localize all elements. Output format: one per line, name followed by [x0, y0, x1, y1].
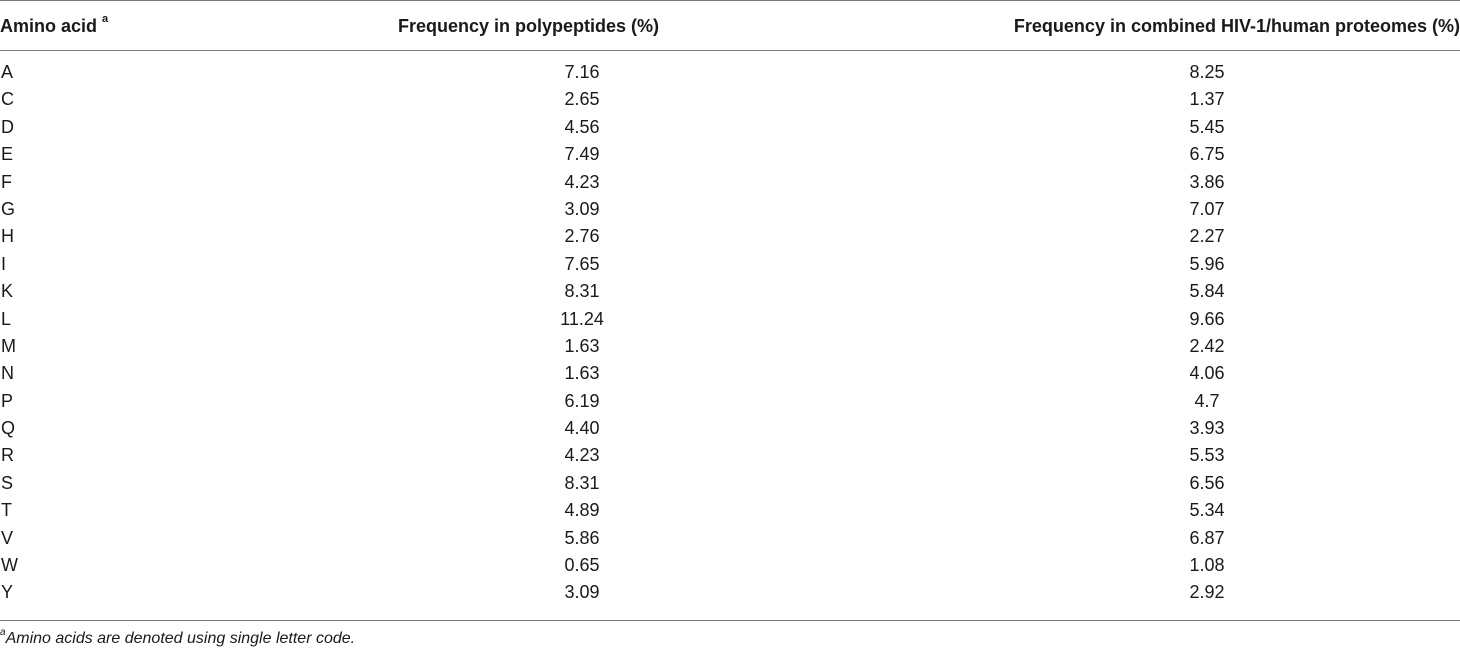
cell-freq-proteomes: 8.25 — [1189, 62, 1225, 82]
footnote-text: Amino acids are denoted using single letter code. — [5, 630, 356, 647]
cell-freq-proteomes: 5.96 — [1189, 253, 1225, 274]
cell-freq-proteomes: 2.27 — [1189, 226, 1225, 247]
table-row — [0, 171, 1460, 198]
cell-freq-polypeptides: 3.09 — [564, 198, 600, 219]
header-footnote-marker: a — [102, 13, 109, 25]
cell-amino-acid: A — [1, 62, 14, 82]
cell-freq-proteomes: 4.06 — [1189, 363, 1225, 384]
cell-amino-acid: R — [1, 445, 14, 466]
cell-freq-polypeptides: 8.31 — [564, 472, 600, 493]
cell-freq-proteomes: 4.7 — [1194, 390, 1220, 411]
cell-amino-acid: K — [1, 281, 14, 302]
header-amino-acid-label: Amino acid — [0, 16, 98, 36]
cell-amino-acid: D — [1, 116, 14, 137]
cell-amino-acid: E — [1, 144, 14, 165]
table-row — [0, 225, 1460, 252]
cell-freq-polypeptides: 4.89 — [564, 500, 600, 521]
cell-amino-acid: N — [1, 363, 14, 384]
header-freq-proteomes: Frequency in combined HIV-1/human proteomes (%) — [1013, 16, 1460, 36]
cell-amino-acid: S — [1, 472, 14, 493]
table-row — [0, 308, 1460, 335]
table-header-row — [0, 0, 1460, 50]
cell-freq-proteomes: 7.07 — [1189, 198, 1225, 219]
table-row — [0, 253, 1460, 280]
table-row — [0, 581, 1460, 608]
cell-freq-proteomes: 5.45 — [1189, 116, 1225, 137]
cell-freq-polypeptides: 2.65 — [564, 89, 600, 110]
cell-amino-acid: T — [1, 500, 12, 521]
cell-amino-acid: L — [1, 308, 12, 329]
table-body — [0, 61, 1460, 609]
cell-freq-proteomes: 5.84 — [1189, 281, 1225, 302]
table-row — [0, 362, 1460, 389]
table-row — [0, 527, 1460, 554]
table-row — [0, 472, 1460, 499]
cell-freq-polypeptides: 4.56 — [564, 116, 600, 137]
cell-freq-polypeptides: 3.09 — [564, 582, 600, 603]
table-row — [0, 390, 1460, 417]
cell-freq-polypeptides: 8.31 — [564, 281, 600, 302]
cell-freq-polypeptides: 11.24 — [560, 308, 604, 329]
table-row — [0, 280, 1460, 307]
table-row — [0, 116, 1460, 143]
cell-freq-proteomes: 2.42 — [1189, 335, 1225, 356]
cell-amino-acid: V — [1, 527, 14, 548]
cell-freq-polypeptides: 5.86 — [564, 527, 600, 548]
table-row — [0, 554, 1460, 581]
footnote-marker: a — [0, 626, 6, 638]
cell-freq-proteomes: 5.53 — [1189, 445, 1225, 466]
cell-freq-polypeptides: 1.63 — [564, 335, 600, 356]
table-row — [0, 444, 1460, 471]
cell-freq-proteomes: 6.87 — [1189, 527, 1225, 548]
cell-freq-proteomes: 2.92 — [1189, 582, 1225, 603]
cell-freq-proteomes: 1.37 — [1189, 89, 1225, 110]
table-row — [0, 143, 1460, 170]
cell-freq-proteomes: 5.34 — [1189, 500, 1225, 521]
cell-freq-polypeptides: 4.40 — [564, 418, 600, 439]
cell-freq-proteomes: 6.75 — [1189, 144, 1225, 165]
cell-amino-acid: G — [1, 198, 16, 219]
cell-freq-proteomes: 1.08 — [1189, 555, 1225, 576]
cell-amino-acid: I — [1, 253, 7, 274]
cell-freq-polypeptides: 7.49 — [564, 144, 600, 165]
cell-amino-acid: C — [1, 89, 14, 110]
cell-freq-proteomes: 3.86 — [1189, 171, 1225, 192]
table-row — [0, 198, 1460, 225]
table-row — [0, 61, 1460, 88]
cell-freq-polypeptides: 7.16 — [564, 62, 600, 82]
cell-amino-acid: F — [1, 171, 12, 192]
cell-freq-proteomes: 3.93 — [1189, 418, 1225, 439]
cell-freq-polypeptides: 4.23 — [564, 171, 600, 192]
cell-freq-polypeptides: 4.23 — [564, 445, 600, 466]
cell-freq-proteomes: 9.66 — [1189, 308, 1225, 329]
cell-amino-acid: H — [1, 226, 14, 247]
cell-freq-proteomes: 6.56 — [1189, 472, 1225, 493]
cell-freq-polypeptides: 7.65 — [564, 253, 600, 274]
cell-freq-polypeptides: 2.76 — [564, 226, 600, 247]
cell-freq-polypeptides: 0.65 — [564, 555, 600, 576]
cell-amino-acid: Y — [1, 582, 14, 603]
table-row — [0, 417, 1460, 444]
cell-amino-acid: M — [1, 335, 16, 356]
cell-freq-polypeptides: 1.63 — [564, 363, 600, 384]
table-footnote — [0, 626, 356, 648]
cell-amino-acid: Q — [1, 418, 16, 439]
table-header-rule — [0, 50, 1460, 51]
cell-freq-polypeptides: 6.19 — [564, 390, 600, 411]
header-freq-polypeptides: Frequency in polypeptides (%) — [398, 16, 660, 36]
cell-amino-acid: W — [1, 555, 18, 576]
table-row — [0, 88, 1460, 115]
header-amino-acid — [0, 13, 109, 37]
cell-amino-acid: P — [1, 390, 14, 411]
table-row — [0, 499, 1460, 526]
table-row — [0, 335, 1460, 362]
table-bottom-rule — [0, 620, 1460, 621]
